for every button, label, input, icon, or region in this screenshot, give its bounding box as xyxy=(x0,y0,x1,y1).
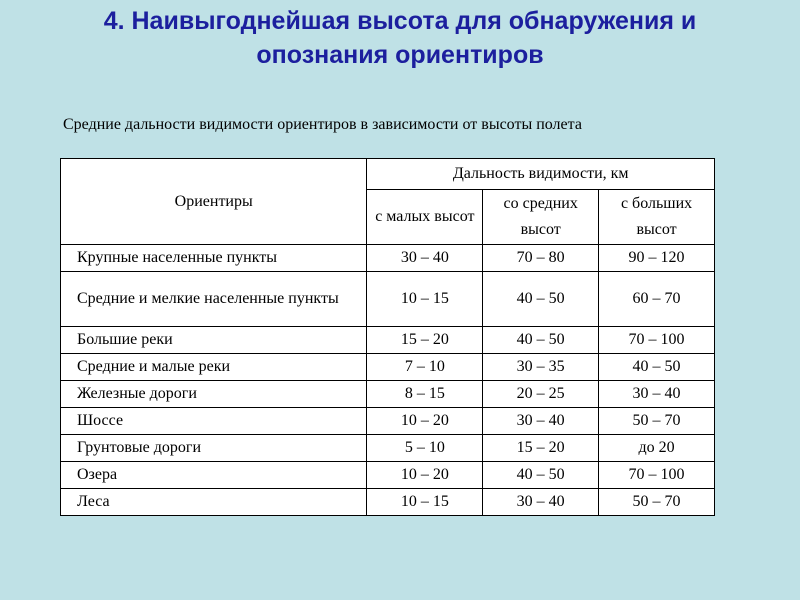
cell-small: 8 – 15 xyxy=(367,381,483,408)
header-col-small: с малых высот xyxy=(367,190,483,245)
cell-mid: 30 – 40 xyxy=(483,408,599,435)
slide-title-line-1: 4. Наивыгоднейшая высота для обнаружения и xyxy=(103,7,697,35)
table-row xyxy=(61,489,715,516)
cell-small: 10 – 20 xyxy=(367,408,483,435)
header-col-mid: со средних высот xyxy=(483,190,599,245)
table-row xyxy=(61,327,715,354)
cell-landmark: Средние и мелкие населенные пункты xyxy=(61,272,367,327)
visibility-table xyxy=(60,158,715,516)
cell-mid: 40 – 50 xyxy=(483,272,599,327)
table-row xyxy=(61,272,715,327)
cell-landmark: Шоссе xyxy=(61,408,367,435)
cell-mid: 20 – 25 xyxy=(483,381,599,408)
cell-mid: 40 – 50 xyxy=(483,462,599,489)
cell-landmark: Крупные населенные пункты xyxy=(61,245,367,272)
cell-mid: 15 – 20 xyxy=(483,435,599,462)
cell-small: 10 – 15 xyxy=(367,272,483,327)
slide-title-line-2: опознания ориентиров xyxy=(256,41,544,69)
cell-big: 90 – 120 xyxy=(599,245,715,272)
cell-big: 50 – 70 xyxy=(599,489,715,516)
cell-small: 7 – 10 xyxy=(367,354,483,381)
table-row xyxy=(61,245,715,272)
header-range-group: Дальность видимости, км xyxy=(367,159,715,190)
cell-landmark: Озера xyxy=(61,462,367,489)
cell-big: 30 – 40 xyxy=(599,381,715,408)
table-caption: Средние дальности видимости ориентиров в зависимости от высоты полета xyxy=(63,116,582,133)
table-row xyxy=(61,381,715,408)
cell-big: 70 – 100 xyxy=(599,327,715,354)
table-row xyxy=(61,354,715,381)
cell-small: 5 – 10 xyxy=(367,435,483,462)
cell-big: 40 – 50 xyxy=(599,354,715,381)
cell-small: 30 – 40 xyxy=(367,245,483,272)
table-body xyxy=(61,245,715,516)
cell-landmark: Большие реки xyxy=(61,327,367,354)
cell-landmark: Железные дороги xyxy=(61,381,367,408)
table-header xyxy=(61,159,715,245)
cell-big: до 20 xyxy=(599,435,715,462)
cell-big: 50 – 70 xyxy=(599,408,715,435)
table-row xyxy=(61,462,715,489)
cell-mid: 70 – 80 xyxy=(483,245,599,272)
cell-mid: 30 – 40 xyxy=(483,489,599,516)
header-landmarks: Ориентиры xyxy=(61,159,367,245)
table-row xyxy=(61,408,715,435)
cell-mid: 30 – 35 xyxy=(483,354,599,381)
cell-mid: 40 – 50 xyxy=(483,327,599,354)
cell-landmark: Грунтовые дороги xyxy=(61,435,367,462)
cell-landmark: Леса xyxy=(61,489,367,516)
header-col-big: с больших высот xyxy=(599,190,715,245)
cell-landmark: Средние и малые реки xyxy=(61,354,367,381)
cell-small: 15 – 20 xyxy=(367,327,483,354)
cell-big: 70 – 100 xyxy=(599,462,715,489)
table-row xyxy=(61,435,715,462)
cell-big: 60 – 70 xyxy=(599,272,715,327)
cell-small: 10 – 20 xyxy=(367,462,483,489)
slide-title xyxy=(0,4,800,72)
header-row-1 xyxy=(61,159,715,190)
cell-small: 10 – 15 xyxy=(367,489,483,516)
